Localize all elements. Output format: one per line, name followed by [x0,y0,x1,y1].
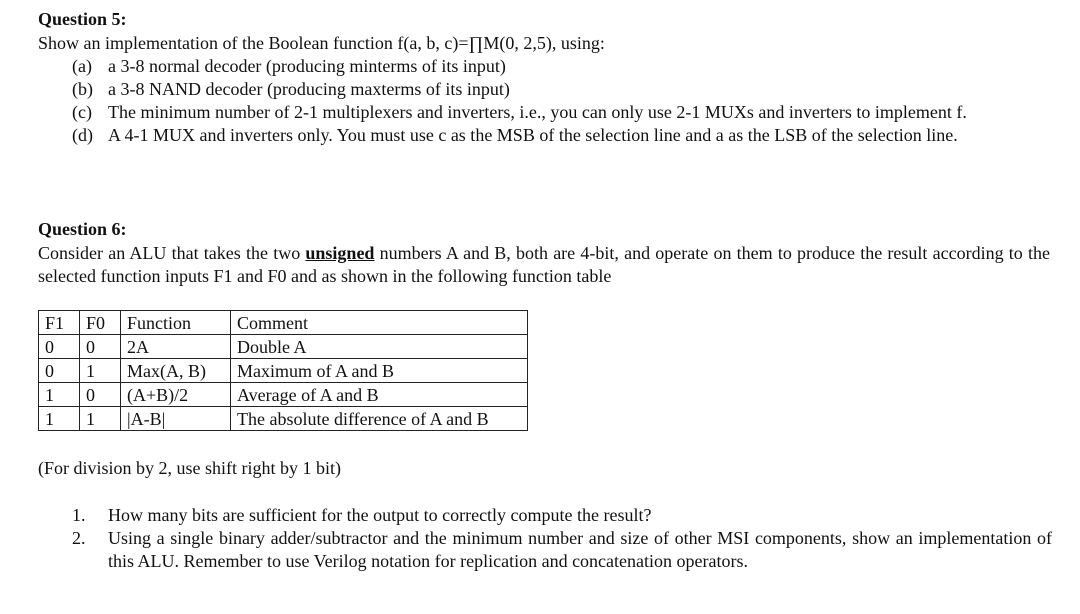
question-5-part-b [72,78,1052,101]
table-row [39,383,528,407]
question-6-subquestions [72,504,1052,573]
question-5-intro: Show an implementation of the Boolean function f(a, b, c)=∏M(0, 2,5), using: [38,33,605,53]
subquestion-marker: 1. [72,505,86,525]
table-row [39,335,528,359]
subquestion-2 [72,527,1052,573]
table-cell: 1 [80,407,121,431]
table-cell: 1 [39,383,80,407]
part-text: a 3-8 normal decoder (producing minterms of its input) [108,56,506,76]
subquestion-1 [72,504,1052,527]
table-cell: 0 [80,335,121,359]
table-cell: The absolute difference of A and B [231,407,528,431]
header-cell-function: Function [121,311,231,335]
table-cell: 0 [39,335,80,359]
question-5-title: Question 5: [38,9,127,29]
subquestion-text: How many bits are sufficient for the output to correctly compute the result? [108,505,652,525]
table-cell: Max(A, B) [121,359,231,383]
part-marker: (d) [72,125,93,145]
function-table [38,310,528,431]
table-cell: 1 [80,359,121,383]
part-marker: (a) [72,56,92,76]
header-cell-comment: Comment [231,311,528,335]
question-5-parts [72,55,1052,147]
table-row [39,359,528,383]
question-5-part-a [72,55,1052,78]
part-text: a 3-8 NAND decoder (producing maxterms of its input) [108,79,510,99]
intro-text-after: numbers A and B, both are 4-bit, and operate on them to produce the result according to the selected function inputs F1 and F0 and as shown in the following function table [38,243,1050,286]
division-note: (For division by 2, use shift right by 1 bit) [38,458,341,478]
question-5-part-d [72,124,1052,147]
table-cell: 0 [80,383,121,407]
table-cell: 1 [39,407,80,431]
part-text: The minimum number of 2-1 multiplexers and inverters, i.e., you can only use 2-1 MUXs and inverters to implement f. [108,102,967,122]
table-cell: Average of A and B [231,383,528,407]
question-5-part-c [72,101,1052,124]
part-marker: (c) [72,102,92,122]
table-cell: (A+B)/2 [121,383,231,407]
question-6-title: Question 6: [38,219,127,239]
question-6-intro [38,242,1050,288]
part-marker: (b) [72,79,93,99]
table-cell: |A-B| [121,407,231,431]
intro-text-before: Consider an ALU that takes the two [38,243,306,263]
part-text: A 4-1 MUX and inverters only. You must use c as the MSB of the selection line and a as the LSB of the selection line. [108,125,958,145]
table-cell: Double A [231,335,528,359]
header-cell-f0: F0 [80,311,121,335]
table-cell: 2A [121,335,231,359]
table-cell: 0 [39,359,80,383]
header-cell-f1: F1 [39,311,80,335]
table-header-row [39,311,528,335]
table-row [39,407,528,431]
subquestion-text: Using a single binary adder/subtractor and the minimum number and size of other MSI components, show an implementation of this ALU. Remember to use Verilog notation for replication and concatenation operators. [108,528,1052,571]
table-cell: Maximum of A and B [231,359,528,383]
subquestion-marker: 2. [72,528,86,548]
intro-emphasis-unsigned: unsigned [305,243,375,263]
